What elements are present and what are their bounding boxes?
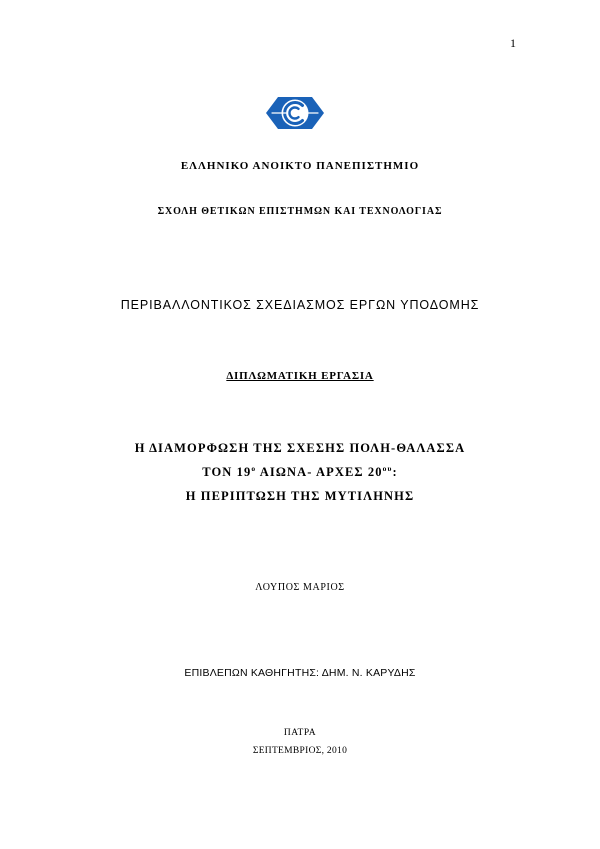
supervisor: ΕΠΙΒΛΕΠΩΝ ΚΑΘΗΓΗΤΗΣ: ΔΗΜ. Ν. ΚΑΡΥΔΗΣ <box>184 667 416 679</box>
thesis-title-line-1: Η ΔΙΑΜΟΡΦΩΣΗ ΤΗΣ ΣΧΕΣΗΣ ΠΟΛΗ-ΘΑΛΑΣΣΑ <box>134 441 466 455</box>
program-name: ΠΕΡΙΒΑΛΛΟΝΤΙΚΟΣ ΣΧΕΔΙΑΣΜΟΣ ΕΡΓΩΝ ΥΠΟΔΟΜΗΣ <box>120 298 480 312</box>
title-line-2-text-c: : <box>392 465 398 479</box>
title-line-2-superscript-a: ο <box>251 463 257 473</box>
page-number: 1 <box>510 36 516 50</box>
title-line-2-text-b: ΑΙΩΝΑ- ΑΡΧΕΣ 20 <box>256 465 383 479</box>
author-name: ΛΟΥΠΟΣ ΜΑΡΙΟΣ <box>255 582 345 593</box>
school-name: ΣΧΟΛΗ ΘΕΤΙΚΩΝ ΕΠΙΣΤΗΜΩΝ ΚΑΙ ΤΕΧΝΟΛΟΓΙΑΣ <box>157 206 443 217</box>
university-logo-icon <box>264 94 326 132</box>
university-name: ΕΛΛΗΝΙΚΟ ΑΝΟΙΚΤΟ ΠΑΝΕΠΙΣΤΗΜΙΟ <box>180 160 420 172</box>
thesis-title-line-3: Η ΠΕΡΙΠΤΩΣΗ ΤΗΣ ΜΥΤΙΛΗΝΗΣ <box>185 489 415 503</box>
date: ΣΕΠΤΕΜΒΡΙΟΣ, 2010 <box>252 746 348 756</box>
thesis-type: ΔΙΠΛΩΜΑΤΙΚΗ ΕΡΓΑΣΙΑ <box>226 370 374 382</box>
thesis-title-line-2 <box>0 465 600 480</box>
title-line-2-text-a: ΤΟΝ 19 <box>202 465 252 479</box>
title-line-2-superscript-b: ου <box>382 463 393 473</box>
city: ΠΑΤΡΑ <box>283 728 317 738</box>
